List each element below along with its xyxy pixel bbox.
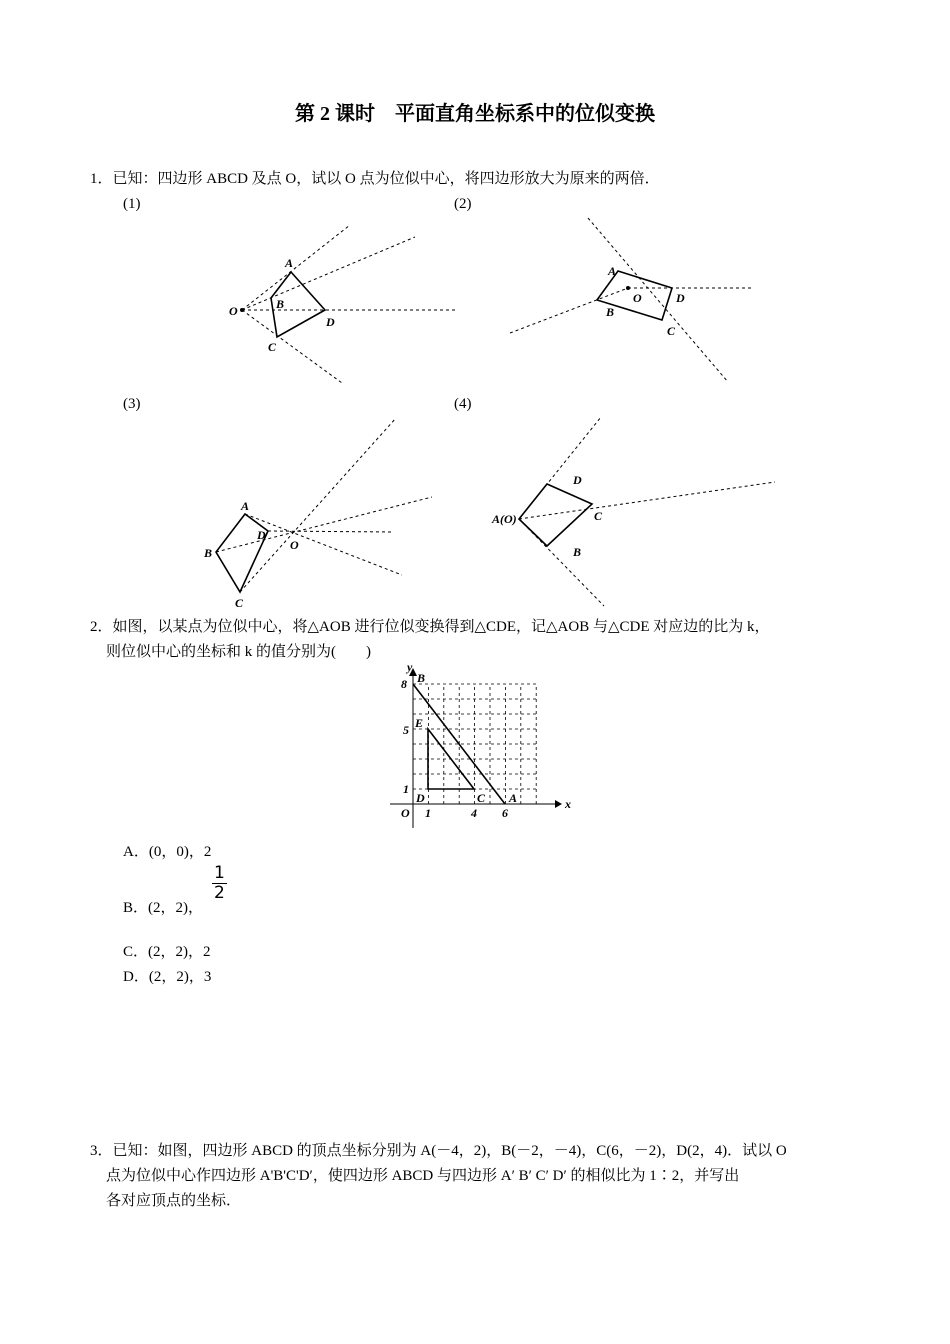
point-C: C bbox=[477, 791, 486, 805]
figure-4 bbox=[491, 417, 775, 606]
y-tick-1: 1 bbox=[403, 782, 409, 796]
page-title: 第 2 课时 平面直角坐标系中的位似变换 bbox=[295, 103, 655, 125]
point-label-C: C bbox=[594, 509, 603, 523]
figure-2 bbox=[510, 218, 752, 382]
point-label-C: C bbox=[235, 596, 244, 610]
point-label-D: D bbox=[573, 473, 582, 487]
question-3-line-3: 各对应顶点的坐标． bbox=[106, 1193, 242, 1209]
y-tick-5: 5 bbox=[403, 723, 409, 737]
point-label-O: O bbox=[290, 538, 299, 552]
point-label-D: D bbox=[676, 291, 685, 305]
coordinate-graph bbox=[390, 660, 571, 828]
point-label-C: C bbox=[268, 340, 277, 354]
figure-label-4: (4) bbox=[454, 396, 472, 412]
point-label-C: C bbox=[667, 324, 676, 338]
option-d: D．(2，2)，3 bbox=[123, 969, 212, 985]
point-label-B: B bbox=[606, 305, 615, 319]
origin-label: O bbox=[401, 806, 410, 820]
option-b: B．(2，2)， bbox=[123, 900, 203, 916]
x-tick-6: 6 bbox=[502, 806, 508, 820]
point-A: A bbox=[509, 791, 518, 805]
point-label-A: A bbox=[285, 256, 294, 270]
option-a: A．(0，0)，2 bbox=[123, 844, 212, 860]
y-axis-label: y bbox=[407, 660, 413, 674]
option-c: C．(2，2)，2 bbox=[123, 944, 211, 960]
x-axis-label: x bbox=[565, 797, 571, 811]
question-2-line-1: 2．如图，以某点为位似中心，将△AOB 进行位似变换得到△CDE，记△AOB 与△CDE 对应边的比为 k， bbox=[90, 619, 770, 635]
question-3-line-1: 3．已知：如图，四边形 ABCD 的顶点坐标分别为 A(－4，2)，B(－2，－4)，C(6，－2)，D(2，4)．试以 O bbox=[90, 1143, 787, 1159]
point-label-O: O bbox=[229, 304, 238, 318]
point-label-B: B bbox=[276, 297, 285, 311]
point-label-A: A bbox=[608, 264, 617, 278]
point-B: B bbox=[417, 671, 426, 685]
fraction-denominator: 2 bbox=[214, 883, 225, 903]
figure-label-1: (1) bbox=[123, 196, 141, 212]
point-label-B: B bbox=[573, 545, 582, 559]
fraction-numerator: 1 bbox=[214, 863, 225, 883]
point-label-A: A bbox=[241, 499, 250, 513]
question-1-text: 1．已知：四边形 ABCD 及点 O，试以 O 点为位似中心，将四边形放大为原来的两倍． bbox=[90, 171, 660, 187]
question-3-line-2: 点为位似中心作四边形 A'B'C'D′，使四边形 ABCD 与四边形 A′ B′ C′ D′ 的相似比为 1∶2，并写出 bbox=[106, 1168, 740, 1184]
x-tick-1: 1 bbox=[425, 806, 431, 820]
question-2-line-2: 则位似中心的坐标和 k 的值分别为( ) bbox=[106, 644, 371, 660]
point-label-O: O bbox=[633, 291, 642, 305]
figure-3 bbox=[203, 418, 432, 610]
y-tick-8: 8 bbox=[401, 677, 407, 691]
point-label-B: B bbox=[204, 546, 213, 560]
figure-1 bbox=[229, 225, 455, 383]
point-label-D: D bbox=[257, 528, 266, 542]
option-b-fraction bbox=[212, 864, 227, 903]
point-D: D bbox=[416, 791, 425, 805]
point-label-AO: A(O) bbox=[492, 512, 517, 526]
point-E: E bbox=[415, 716, 424, 730]
figure-label-2: (2) bbox=[454, 196, 472, 212]
x-tick-4: 4 bbox=[471, 806, 477, 820]
point-label-D: D bbox=[326, 315, 335, 329]
figure-label-3: (3) bbox=[123, 396, 141, 412]
